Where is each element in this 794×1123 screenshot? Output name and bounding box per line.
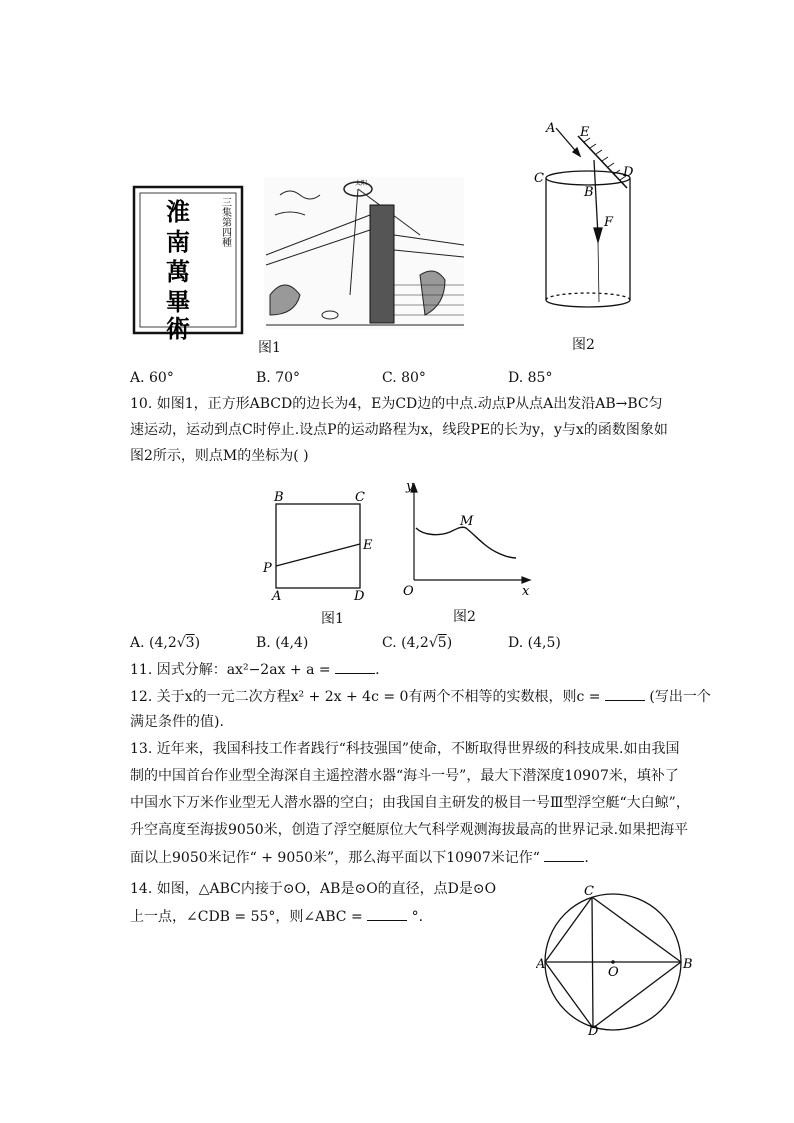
q9-caption-1: 图1: [258, 340, 281, 356]
segment-pe: [276, 544, 360, 566]
q9-caption-2: 图2: [572, 337, 595, 353]
center-dot: [611, 960, 615, 964]
q10-line-3: 图2所示，则点M的坐标为( ): [130, 448, 309, 464]
square-label-A: A: [272, 589, 282, 604]
q13-line-1: 13. 近年来，我国科技工作者践行“科技强国”使命，不断取得世界级的科技成果.如由我国: [130, 741, 680, 757]
chord-cb: [592, 897, 681, 962]
svg-text:萬: 萬: [166, 257, 190, 286]
point-B-label: B: [584, 185, 594, 200]
chord-cd: [592, 897, 593, 1028]
q9-option-c: C. 80°: [382, 370, 426, 386]
point-A-label: A: [546, 121, 556, 136]
q9-figure-1: [130, 175, 470, 360]
circle-label-O: O: [608, 965, 619, 980]
woodcut-illustration: [264, 177, 464, 329]
book-subtitle: 三集第四種: [219, 197, 231, 247]
q13-answer-blank[interactable]: [544, 848, 584, 862]
q9-figure-2: [532, 118, 642, 313]
sqrt-sign: √: [176, 635, 186, 651]
q12-text: 12. 关于x的一元二次方程x² + 2x + 4c = 0有两个不相等的实数根，则c =: [130, 689, 601, 705]
chord-db: [593, 962, 681, 1028]
q10-caption-1: 图1: [321, 611, 344, 627]
circle-label-B: B: [683, 957, 693, 972]
q12-line-2: 满足条件的值).: [130, 714, 224, 730]
graph-label-y: y: [406, 479, 414, 494]
q10-line-2: 速运动，运动到点C时停止.设点P的运动路程为x，线段PE的长为y，y与x的函数图象如: [130, 422, 668, 438]
q10-caption-2: 图2: [453, 609, 476, 625]
q14-line-2: 上一点，∠CDB = 55°，则∠ABC = °.: [130, 909, 424, 925]
q11: 11. 因式分解：ax²−2ax + a = .: [130, 662, 380, 678]
q9-option-a: A. 60°: [130, 370, 174, 386]
q13-line-3: 中国水下万米作业型无人潜水器的空白；由我国自主研发的极目一号Ⅲ型浮空艇“大白鲸”，: [130, 795, 690, 811]
q14-figure: [536, 884, 696, 1036]
q10-option-a-text: A. (4,2: [130, 635, 177, 651]
function-curve: [416, 527, 516, 558]
point-C-label: C: [534, 171, 544, 186]
q10-option-c-text: C. (4,2: [382, 635, 429, 651]
mirror-line: [578, 136, 627, 188]
svg-text:南: 南: [166, 227, 190, 256]
square-label-P: P: [263, 561, 272, 576]
graph-label-O: O: [403, 584, 414, 599]
q11-answer-blank[interactable]: [335, 660, 375, 674]
q10-option-c-radicand: 5: [437, 635, 447, 651]
q13-line-2: 制的中国首台作业型全海深自主遥控潜水器“海斗一号”，最大下潜深度10907米，填补了: [130, 768, 679, 784]
q13-line-5: 面以上9050米记作“ + 9050米”，那么海平面以下10907米记作“ .: [130, 850, 589, 866]
chord-ca: [545, 897, 592, 962]
q10-line-1: 10. 如图1，正方形ABCD的边长为4，E为CD边的中点.动点P从点A出发沿AB→BC匀: [130, 396, 663, 412]
book-title: [166, 197, 190, 343]
square-label-D: D: [354, 589, 365, 604]
q12-answer-blank[interactable]: [605, 687, 645, 701]
circle-label-D: D: [588, 1024, 599, 1036]
cylinder-bottom: [546, 300, 630, 307]
q10-option-c: C. (4,2√5): [382, 635, 453, 651]
square-label-E: E: [363, 538, 373, 553]
q10-option-a-radicand: 3: [185, 635, 195, 651]
svg-text:術: 術: [166, 314, 190, 343]
q13-line-5-text: 面以上9050米记作“ + 9050米”，那么海平面以下10907米记作“: [130, 850, 540, 866]
q9-option-d: D. 85°: [508, 370, 553, 386]
circle-label-C: C: [584, 884, 594, 899]
square-label-B: B: [274, 490, 284, 505]
svg-text:淮: 淮: [166, 197, 190, 226]
q11-text: 11. 因式分解：ax²−2ax + a =: [130, 662, 331, 678]
q10-option-b: B. (4,4): [256, 635, 309, 651]
q13-line-4: 升空高度至海拔9050米，创造了浮空艇原位大气科学观测海拔最高的世界记录.如果把海平: [130, 822, 689, 838]
point-D-label: D: [623, 165, 634, 180]
q9-option-b: B. 70°: [256, 370, 301, 386]
q10-option-a: A. (4,2√3): [130, 635, 201, 651]
chord-ad: [545, 962, 593, 1028]
sqrt-sign: √: [428, 635, 438, 651]
sun-label: 太阳: [355, 180, 368, 187]
graph-label-x: x: [522, 584, 530, 599]
point-E-label: E: [580, 125, 590, 140]
q10-figure-2: [398, 476, 538, 604]
q9-figure-1-art: [130, 175, 470, 360]
point-F-label: F: [604, 215, 614, 230]
q14-line-1: 14. 如图，△ABC内接于⊙O，AB是⊙O的直径，点D是⊙O: [130, 881, 497, 897]
q10-option-d: D. (4,5): [508, 635, 561, 651]
q12: 12. 关于x的一元二次方程x² + 2x + 4c = 0有两个不相等的实数根，则c = (写出一个: [130, 689, 711, 705]
svg-text:畢: 畢: [166, 287, 190, 316]
graph-label-M: M: [460, 514, 474, 529]
square-abcd: [276, 504, 360, 588]
square-label-C: C: [355, 490, 365, 505]
q10-figure-1: [258, 486, 378, 606]
q14-answer-blank[interactable]: [367, 907, 407, 921]
q14-line-2-text: 上一点，∠CDB = 55°，则∠ABC =: [130, 909, 363, 925]
circle-label-A: A: [536, 957, 546, 972]
